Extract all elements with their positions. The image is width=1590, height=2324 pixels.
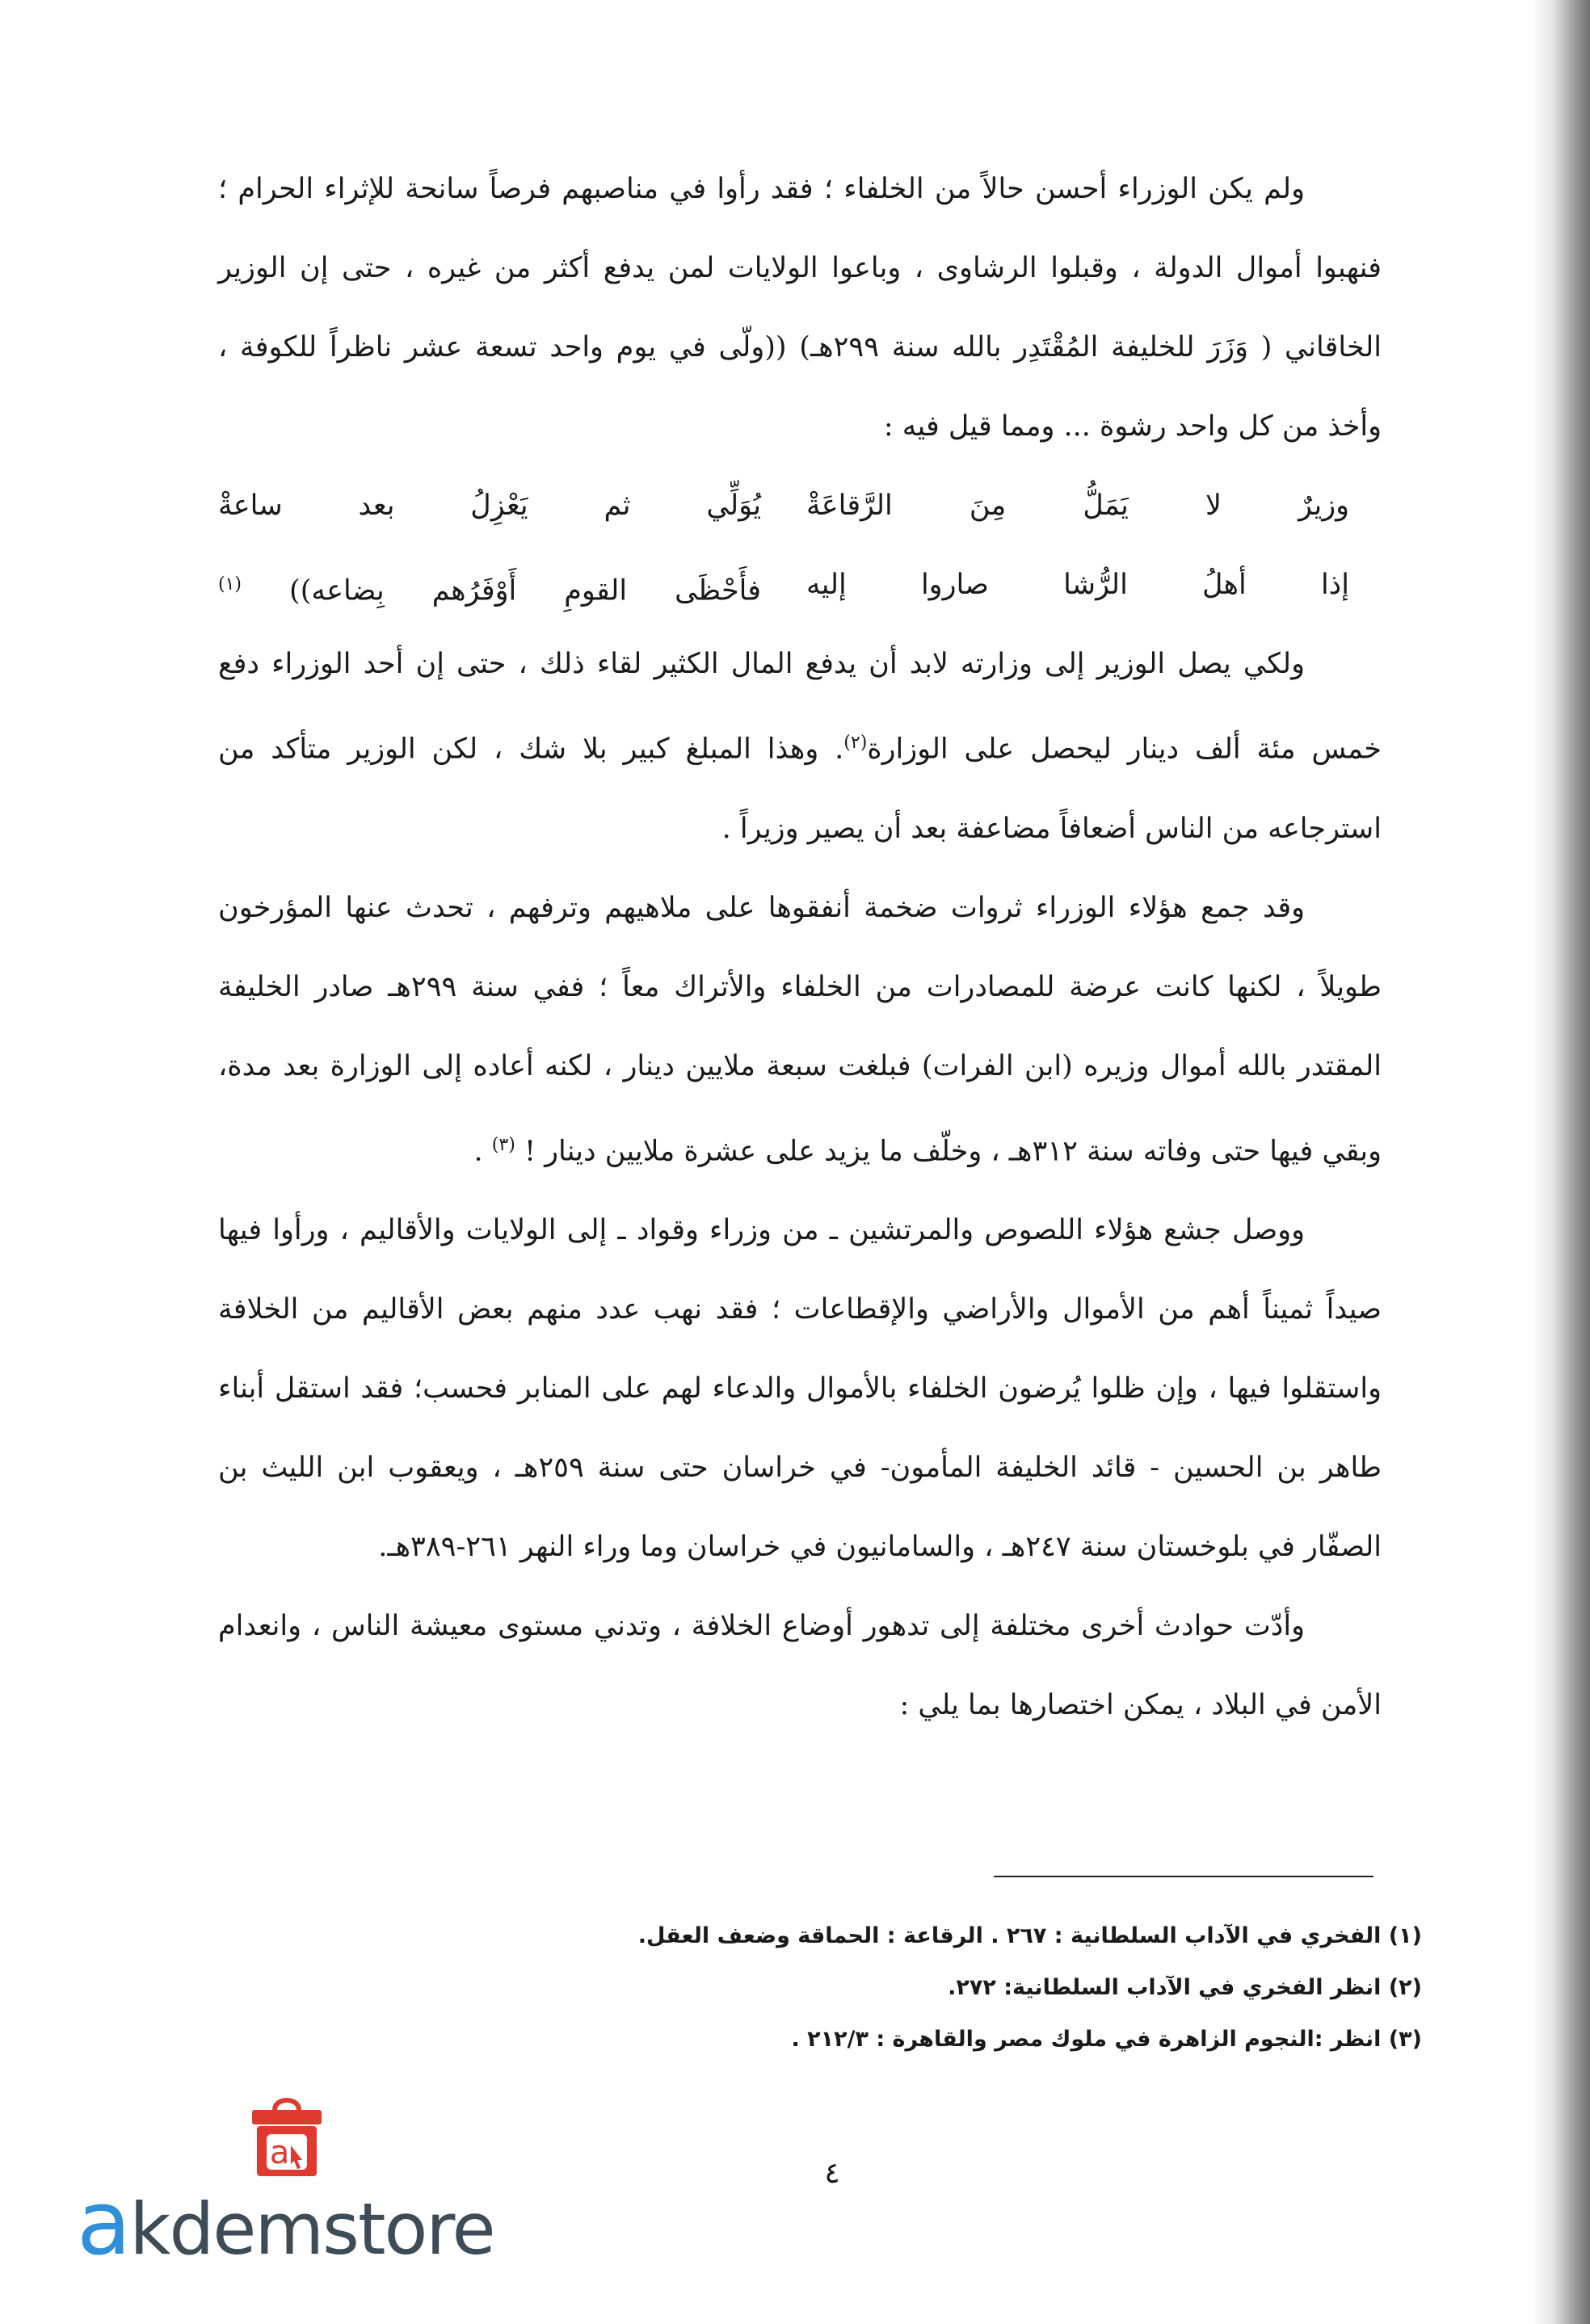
paragraph-3: وقد جمع هؤلاء الوزراء ثروات ضخمة أنفقوها على ملاهيهم وترفهم ، تحدث عنها المؤرخون طويلاً ، لكنها كانت عرضة للمصادرات من الخلفاء والأتراك معاً ؛ ففي سنة ٢٩٩هـ صادر الخليفة المقتدر بالله أموال وزيره (ابن الفرات) فبلغت سبعة ملايين دينار ، لكنه أعاده إلى الوزارة بعد مدة، وبقي فيها حتى وفاته سنة ٣١٢هـ ، وخلّف ما يزيد على عشرة ملايين دينار ! $^{(٣)}$ . [218,891,1382,1168]
paragraph-2-text: ولكي يصل الوزير إلى وزارته لابد أن يدفع المال الكثير لقاء ذلك ، حتى إن أحد الوزراء دفع خمس مئة ألف دينار ليحصل على الوزارة [218,648,1382,766]
main-text [218,149,1382,1745]
logo-wordmark [77,2171,494,2275]
footnotes [242,1910,1422,2066]
footnote-ref-3: (٣) [491,1134,515,1155]
poem-line-2-second [218,545,761,624]
paragraph-1: ولم يكن الوزراء أحسن حالاً من الخلفاء ؛ فقد رأوا في مناصبهم فرصاً سانحة للإثراء الحرام ؛ فنهبوا أموال الدولة ، وقبلوا الرشاوى ، وباعوا الولايات لمن يدفع أكثر من غيره ، حتى إن الوزير الخاقاني ( وَزَرَ للخليفة المُقْتَدِر بالله سنة ٢٩٩هـ) ((ولّى في يوم واحد تسعة عشر ناظراً للكوفة ، وأخذ من كل واحد رشوة ... ومما قيل فيه : [218,173,1382,443]
footnote-1: (١) الفخري في الآداب السلطانية : ٢٦٧ . الرقاعة : الحماقة وضعف العقل. [637,1923,1422,1948]
page-edge-shadow [1532,0,1590,2324]
poem-line-2 [218,545,1349,624]
logo-rest: kdemstore [129,2187,494,2271]
poem [218,466,1349,624]
gift-bag-icon [242,2092,331,2181]
paragraph-2-text-b: . وهذا المبلغ كبير بلا شك ، لكن الوزير متأكد من استرجاعه من الناس أضعافاً مضاعفة بعد أن يصير وزيراً . [218,733,1382,845]
poem-line-2-first: إذا أهلُ الرُّشا صاروا إليه [806,569,1349,601]
poem-line-1 [218,466,1349,545]
poem-line-1-first: وزيرٌ لا يَمَلُّ مِنَ الرَّقاعَةْ [806,490,1349,522]
footnote-3: (٣) انظر :النجوم الزاهرة في ملوك مصر والقاهرة : ٢١٢/٣ . [791,2027,1422,2052]
paragraph-3-text: وقد جمع هؤلاء الوزراء ثروات ضخمة أنفقوها على ملاهيهم وترفهم ، تحدث عنها المؤرخون طويلاً ، لكنها كانت عرضة للمصادرات من الخلفاء والأتراك معاً ؛ ففي سنة ٢٩٩هـ صادر الخليفة المقتدر بالله أموال وزيره (ابن الفرات) فبلغت سبعة ملايين دينار ، لكنه أعاده إلى الوزارة بعد مدة، وبقي فيها حتى وفاته سنة ٣١٢هـ ، وخلّف ما يزيد على عشرة ملايين دينار ! [218,891,1382,1168]
paragraph-5: وأدّت حوادث أخرى مختلفة إلى تدهور أوضاع الخلافة ، وتدني مستوى معيشة الناس ، وانعدام الأمن في البلاد ، يمكن اختصارها بما يلي : [218,1610,1382,1722]
poem-line-2-second-text: فأَحْظَى القومِ أَوْفَرُهم بِضاعه)) [289,574,761,607]
footnote-ref-1: (١) [218,574,242,595]
footnote-2: (٢) انظر الفخري في الآداب السلطانية: ٢٧٢. [948,1975,1422,2000]
footnote-divider [994,1876,1373,1877]
page-number: ٤ [824,2157,840,2190]
akdemstore-logo [77,2092,529,2275]
poem-line-1-second: يُوَلِّي ثم يَعْزِلُ بعد ساعةْ [218,490,761,522]
paragraph-4: ووصل جشع هؤلاء اللصوص والمرتشين ـ من وزراء وقواد ـ إلى الولايات والأقاليم ، ورأوا فيها صيداً ثميناً أهم من الأموال والأراضي والإقطاعات ؛ فقد نهب عدد منهم بعض الأقاليم من الخلافة واستقلوا فيها ، وإن ظلوا يُرضون الخلفاء بالأموال والدعاء لهم على المنابر فحسب؛ فقد استقل أبناء طاهر بن الحسين - قائد الخليفة المأمون- في خراسان حتى سنة ٢٥٩هـ ، ويعقوب ابن الليث بن الصفّار في بلوخستان سنة ٢٤٧هـ ، والسامانيون في خراسان وما وراء النهر ٢٦١-٣٨٩هـ. [218,1214,1382,1564]
footnote-ref-2: (٢) [843,733,868,753]
paragraph-2 [218,624,1382,868]
logo-accent-letter: a [77,2171,130,2275]
logo-icon-letter: a [269,2134,290,2171]
